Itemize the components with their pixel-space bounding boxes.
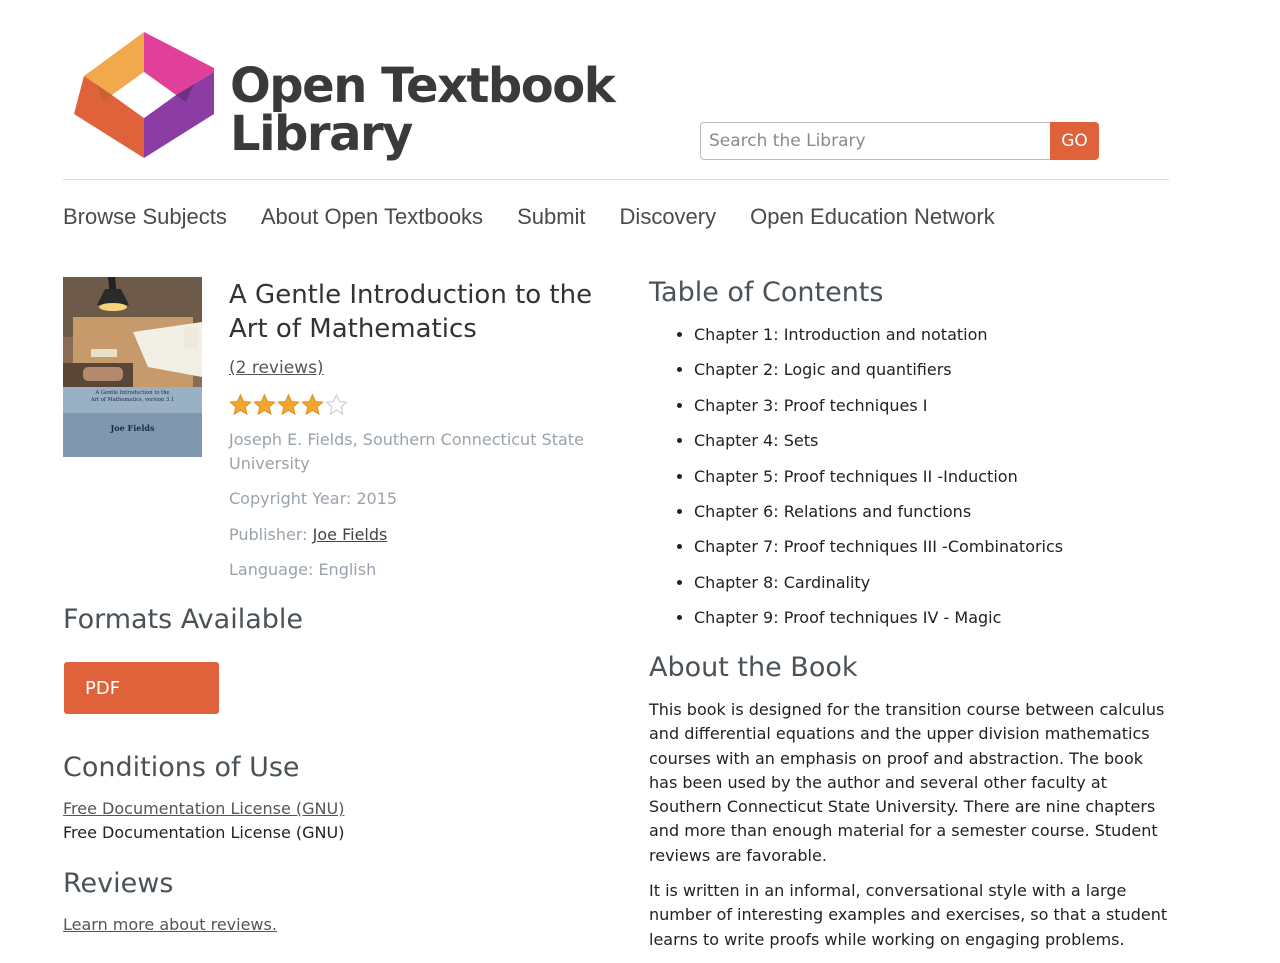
toc-chapter-1: • Chapter 1: Introduction and notation	[694, 322, 1063, 357]
about-paragraph-1: This book is designed for the transition course between calculus and differential equations and the upper division mathematics courses with an emphasis on proof and abstraction. The book has been used by the author and several other faculty at Southern Connecticut State University. There are nine chapters and more than enough material for a semester course. Student reviews are favorable.	[649, 700, 1165, 865]
cover-title-line-2: Art of Mathematics, version 3.1	[90, 397, 175, 403]
conditions-heading: Conditions of Use	[63, 752, 300, 783]
book-author: Joseph E. Fields, Southern Connecticut State University	[229, 430, 584, 473]
toc-chapter-7: • Chapter 7: Proof techniques III -Combinatorics	[694, 534, 1063, 569]
formats-heading: Formats Available	[63, 604, 304, 635]
nav-discovery[interactable]: Discovery	[619, 204, 717, 229]
about-heading: About the Book	[649, 652, 858, 683]
toc-list	[649, 322, 1063, 641]
copyright-year: Copyright Year: 2015	[229, 489, 398, 508]
license-text: Free Documentation License (GNU)	[63, 823, 345, 842]
toc-chapter-3: • Chapter 3: Proof techniques I	[694, 393, 1063, 428]
toc-heading: Table of Contents	[649, 277, 884, 308]
reviews-heading: Reviews	[63, 868, 174, 899]
about-paragraph-2: It is written in an informal, conversational style with a large number of interesting examples and exercises, so that a student learns to write proofs while working on engaging problems.	[649, 881, 1168, 949]
license-link[interactable]: Free Documentation License (GNU)	[63, 799, 345, 818]
nav-open-education-network[interactable]: Open Education Network	[750, 204, 995, 229]
logo-line-1: Open Textbook	[230, 58, 615, 114]
star-rating	[229, 394, 348, 416]
reviews-count-link[interactable]: (2 reviews)	[229, 358, 324, 378]
toc-chapter-2: • Chapter 2: Logic and quantifiers	[694, 357, 1063, 392]
book-title: A Gentle Introduction to the Art of Mathematics	[229, 280, 593, 344]
star-filled-icon	[301, 394, 324, 416]
publisher-link[interactable]: Joe Fields	[312, 525, 388, 544]
site-logo-text[interactable]	[230, 58, 615, 162]
publisher-info	[229, 523, 387, 547]
pdf-download-button[interactable]: PDF	[64, 662, 219, 714]
search-input[interactable]	[700, 122, 1050, 160]
book-cover-image	[63, 277, 202, 457]
nav-submit[interactable]: Submit	[517, 204, 586, 229]
cover-title-line-1: A Gentle Introduction to the	[95, 390, 170, 396]
star-empty-icon	[325, 394, 348, 416]
main-nav	[63, 204, 995, 230]
toc-chapter-8: • Chapter 8: Cardinality	[694, 570, 1063, 605]
publisher-label: Publisher:	[229, 525, 313, 544]
star-filled-icon	[253, 394, 276, 416]
cover-author: Joe Fields	[110, 423, 155, 433]
learn-more-reviews-link[interactable]: Learn more about reviews.	[63, 915, 277, 934]
toc-chapter-9: • Chapter 9: Proof techniques IV - Magic	[694, 605, 1063, 640]
about-text	[649, 698, 1174, 963]
toc-chapter-4: • Chapter 4: Sets	[694, 428, 1063, 463]
star-filled-icon	[229, 394, 252, 416]
header-divider	[63, 179, 1169, 180]
book-language: Language: English	[229, 560, 377, 579]
toc-chapter-5: • Chapter 5: Proof techniques II -Induction	[694, 464, 1063, 499]
logo-line-2: Library	[230, 106, 412, 162]
nav-about-open-textbooks[interactable]: About Open Textbooks	[260, 204, 484, 229]
star-filled-icon	[277, 394, 300, 416]
nav-browse-subjects[interactable]: Browse Subjects	[63, 204, 227, 229]
search-go-button[interactable]: GO	[1050, 122, 1099, 160]
open-textbook-library-logo-icon[interactable]	[74, 32, 214, 158]
toc-chapter-6: • Chapter 6: Relations and functions	[694, 499, 1063, 534]
